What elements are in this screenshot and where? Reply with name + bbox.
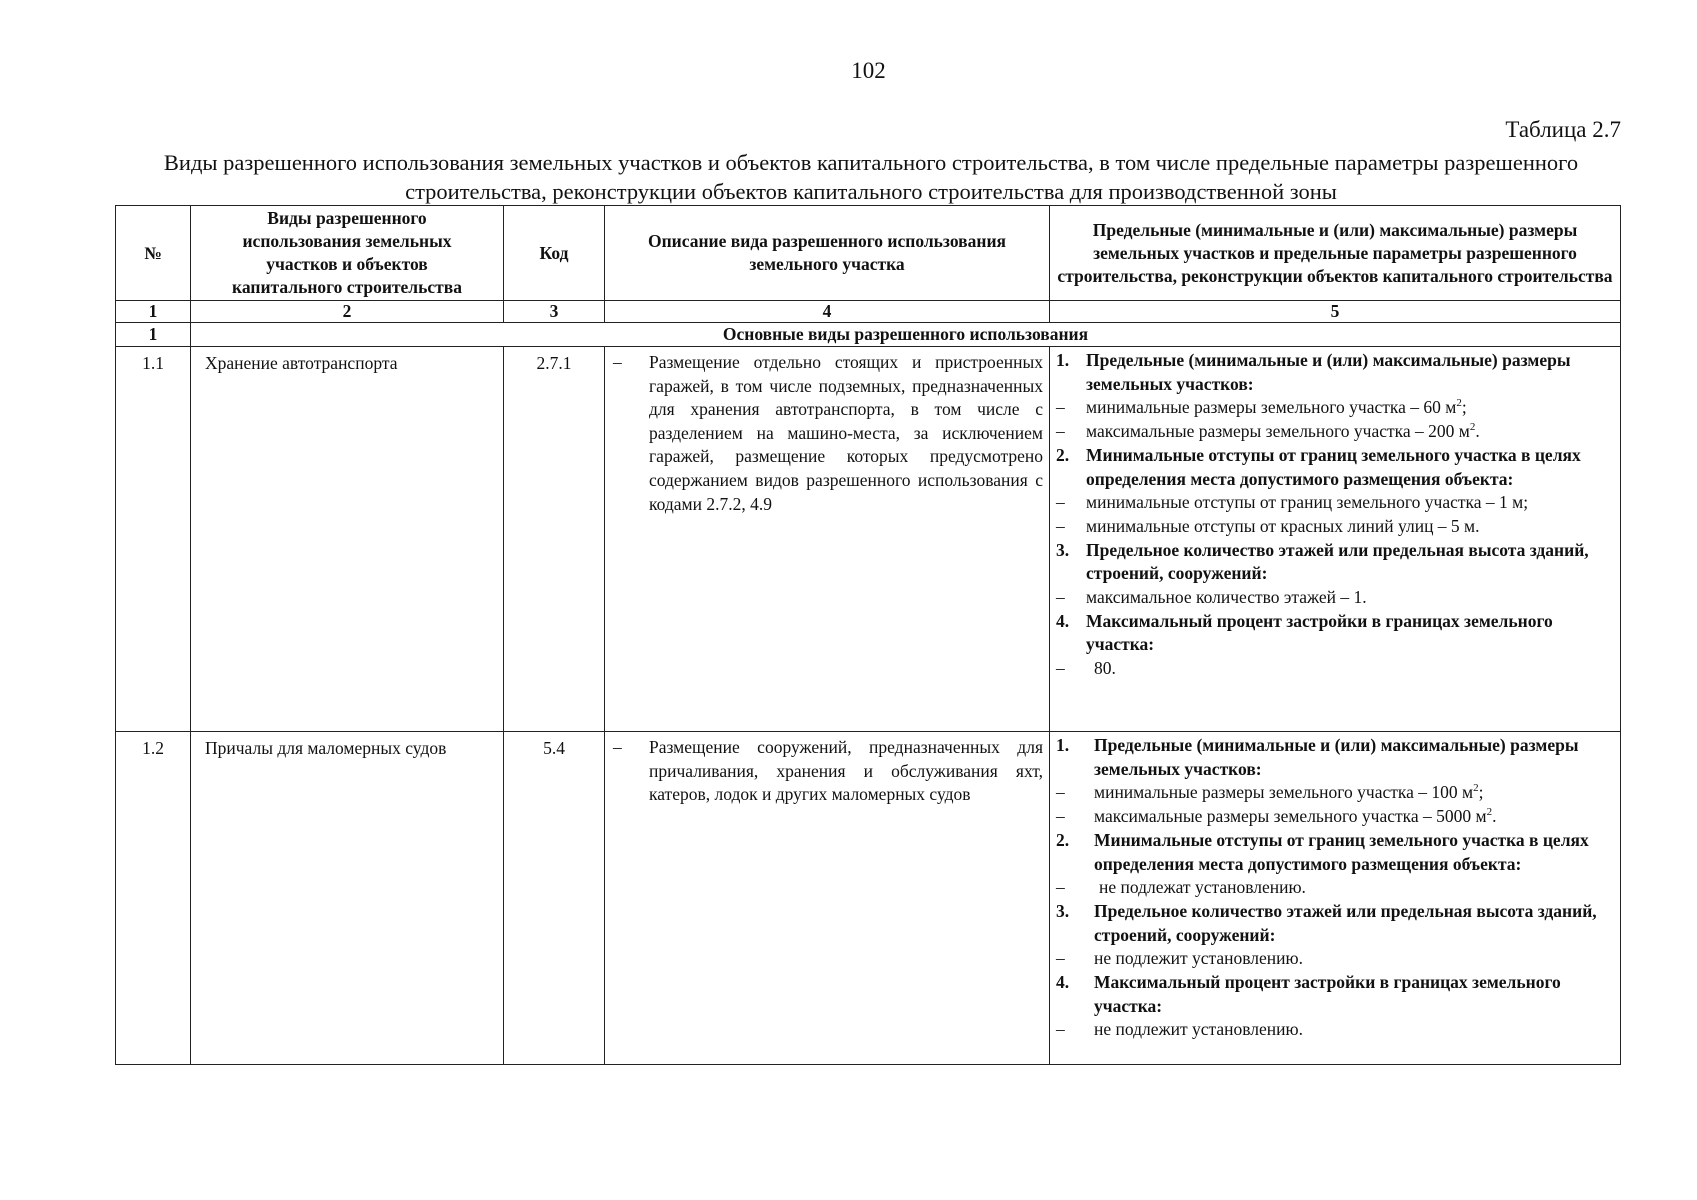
header-num: №: [116, 206, 191, 301]
row-kind-name: Хранение автотранспорта: [191, 347, 504, 732]
row-code: 5.4: [504, 732, 605, 1065]
row-number: 1.2: [116, 732, 191, 1065]
section-number: 1: [116, 323, 191, 347]
param-superscript: 2: [1469, 421, 1476, 434]
column-number: 2: [191, 301, 504, 323]
param-text: минимальные отступы от красных линий улиц – 5 м.: [1086, 515, 1480, 536]
param-text: минимальные размеры земельного участка – 100 м: [1094, 782, 1474, 803]
param-mark: –: [1056, 806, 1065, 827]
param-text: не подлежит установлению.: [1094, 1019, 1303, 1040]
table-row: [116, 732, 1621, 1065]
desc-text: Размещение сооружений, предназначенных для причаливания, хранения и обслуживания яхт, катеров, лодок и других маломерных судов: [649, 737, 1043, 805]
row-code: 2.7.1: [504, 347, 605, 732]
param-mark: –: [1056, 948, 1065, 969]
param-text: Предельное количество этажей или предельная высота зданий, строений, сооружений:: [1094, 900, 1597, 945]
param-mark: 3.: [1056, 539, 1070, 560]
param-text: не подлежит установлению.: [1094, 948, 1303, 969]
param-text: Минимальные отступы от границ земельного участка в целях определения места допустимого размещения объекта:: [1094, 829, 1589, 874]
row-number: 1.1: [116, 347, 191, 732]
param-text: Предельные (минимальные и (или) максимальные) размеры земельных участков:: [1094, 735, 1579, 779]
param-text: максимальные размеры земельного участка – 5000 м: [1094, 806, 1487, 827]
param-punct: ;: [1478, 782, 1484, 803]
param-mark: –: [1056, 515, 1065, 536]
table-title: Виды разрешенного использования земельных участков и объектов капитального строительства, в том числе предельные параметры разрешенного строительства, реконструкции объектов капитального строительства для производственной зоны: [163, 150, 1579, 204]
param-text: Максимальный процент застройки в границах земельного участка:: [1086, 610, 1553, 655]
param-mark: 1.: [1056, 350, 1070, 370]
param-mark: –: [1056, 658, 1065, 679]
section-row: [116, 323, 1621, 347]
row-kind-name: Причалы для маломерных судов: [191, 732, 504, 1065]
param-mark: –: [1056, 1019, 1065, 1040]
param-mark: 4.: [1056, 972, 1070, 993]
param-text: Минимальные отступы от границ земельного участка в целях определения места допустимого размещения объекта:: [1086, 444, 1581, 489]
param-mark: 1.: [1056, 735, 1070, 755]
desc-dash: –: [613, 352, 622, 372]
param-text: максимальные размеры земельного участка – 200 м: [1086, 421, 1470, 442]
param-text: максимальное количество этажей – 1.: [1086, 587, 1367, 608]
param-mark: 2.: [1056, 444, 1070, 465]
param-text: Максимальный процент застройки в границах земельного участка:: [1094, 972, 1561, 1016]
param-text: не подлежат установлению.: [1099, 877, 1306, 898]
row-params: [1050, 347, 1621, 732]
param-text: Предельные (минимальные и (или) максимальные) размеры земельных участков:: [1086, 350, 1571, 394]
header-code: Код: [504, 206, 605, 301]
param-punct: .: [1475, 421, 1480, 442]
desc-dash: –: [613, 737, 622, 757]
row-description: [605, 732, 1050, 1065]
param-mark: –: [1056, 397, 1065, 418]
table-header-row: [116, 206, 1621, 301]
desc-text: Размещение отдельно стоящих и пристроенных гаражей, в том числе подземных, предназначенных для хранения автотранспорта, в том числе с разделением на машино-места, за исключением гаражей, размещение которых предусмотрено содержанием видов разрешенного использования с кодами 2.7.2, 4.9: [649, 352, 1043, 514]
row-params: [1050, 732, 1621, 1065]
param-text: минимальные отступы от границ земельного участка – 1 м;: [1086, 492, 1529, 513]
param-superscript: 2: [1473, 782, 1479, 795]
param-text: 80.: [1094, 658, 1116, 679]
param-mark: –: [1056, 782, 1065, 803]
param-superscript: 2: [1486, 806, 1493, 819]
column-number: 4: [605, 301, 1050, 323]
page-number: 102: [851, 58, 886, 83]
column-number: 5: [1050, 301, 1621, 323]
column-number: 1: [116, 301, 191, 323]
param-mark: 2.: [1056, 829, 1070, 850]
param-mark: –: [1056, 587, 1065, 608]
header-description: Описание вида разрешенного использования земельного участка: [605, 206, 1050, 301]
param-punct: .: [1492, 806, 1497, 827]
param-superscript: 2: [1456, 397, 1462, 410]
param-punct: ;: [1461, 397, 1467, 418]
column-number-row: [116, 301, 1621, 323]
param-mark: 4.: [1056, 610, 1070, 631]
param-text: Предельное количество этажей или предельная высота зданий, строений, сооружений:: [1086, 539, 1589, 584]
header-params: Предельные (минимальные и (или) максимальные) размеры земельных участков и предельные параметры разрешенного строительства, реконструкции объектов капитального строительства: [1050, 206, 1621, 301]
zone-table: [115, 205, 1621, 1065]
column-number: 3: [504, 301, 605, 323]
param-mark: –: [1056, 877, 1065, 898]
param-text: минимальные размеры земельного участка – 60 м: [1086, 397, 1457, 418]
table-row: [116, 347, 1621, 732]
param-mark: –: [1056, 492, 1065, 513]
table-label: Таблица 2.7: [1505, 117, 1621, 142]
section-title: Основные виды разрешенного использования: [191, 323, 1621, 347]
param-mark: 3.: [1056, 900, 1070, 921]
header-kind: Виды разрешенного использования земельных участков и объектов капитального строительства: [191, 206, 504, 301]
param-mark: –: [1056, 421, 1065, 442]
row-description: [605, 347, 1050, 732]
